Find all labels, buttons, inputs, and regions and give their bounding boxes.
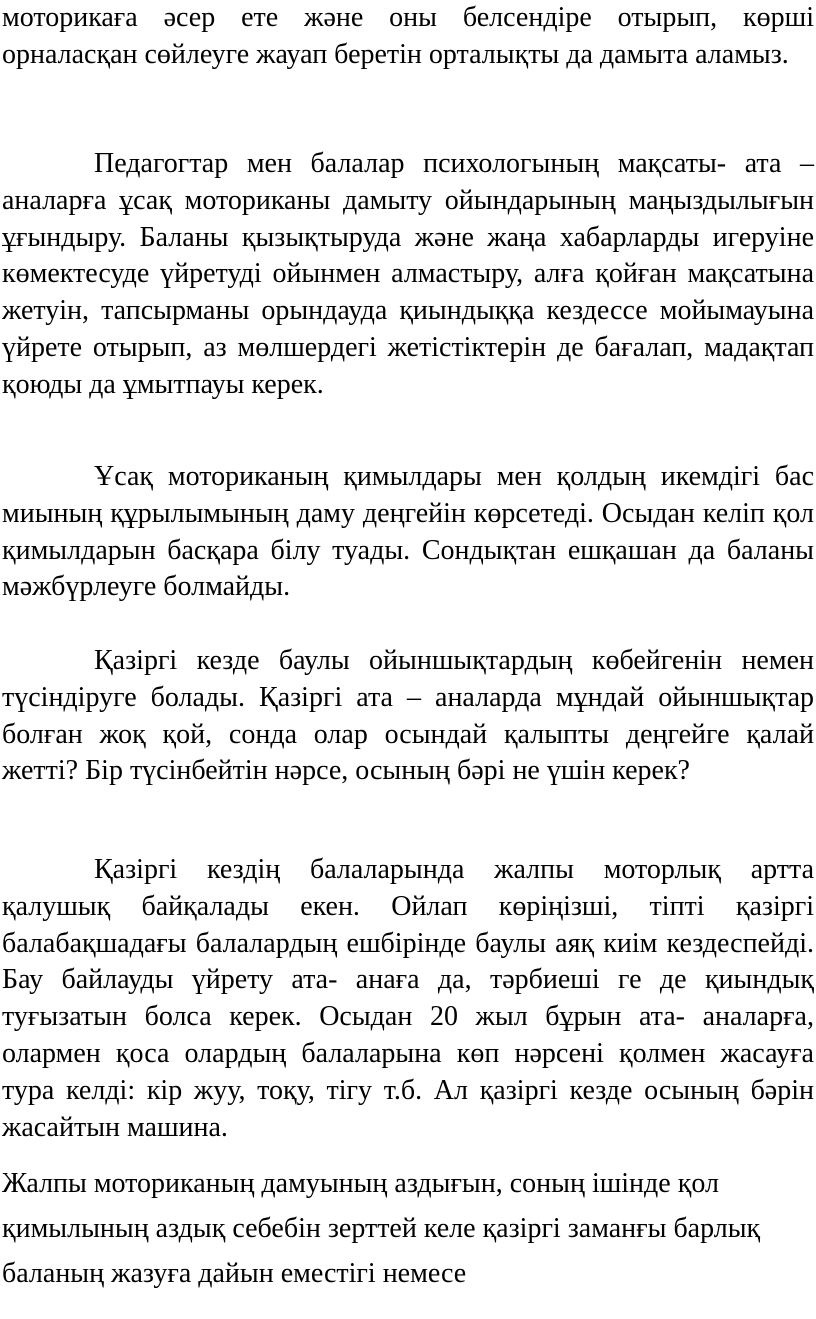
paragraph-4: Қазіргі кезде баулы ойыншықтардың көбейгенін немен түсіндіруге болады. Қазіргі ата – аналарда мұндай ойыншықтар болған жоқ қой, сонда олар осындай қалыпты деңгейге қалай жетті? Бір түсінбейтін нәрсе, осының бәрі не үшін керек?: [2, 645, 814, 787]
paragraph-5: Қазіргі кездің балаларында жалпы моторлық артта қалушық байқалады екен. Ойлап көріңізші, тіпті қазіргі балабақшадағы балалардың ешбірінде баулы аяқ киім кездеспейді. Бау байлауды үйрету ата- анаға да, тәрбиеші ге де қиындық туғызатын болса керек. Осыдан 20 жыл бұрын ата- аналарға, олармен қоса олардың балаларына көп нәрсені қолмен жасауға тура келді: кір жуу, тоқу, тігу т.б. Ал қазіргі кезде осының бәрін жасайтын машина.: [2, 854, 814, 1143]
paragraph-3: Ұсақ моториканың қимылдары мен қолдың икемдігі бас миының құрылымының даму деңгейін көрсетеді. Осыдан келіп қол қимылдарын басқара білу туады. Сондықтан ешқашан да баланы мәжбүрлеуге болмайды.: [2, 461, 814, 603]
paragraph-6: Жалпы моториканың дамуының аздығын, соның ішінде қол қимылының аздық себебін зерттей келе қазіргі заманғы барлық баланың жазуға дайын еместігі немесе: [2, 1168, 761, 1289]
paragraph-2: Педагогтар мен балалар психологының мақсаты- ата – аналарға ұсақ моториканы дамыту ойындарының маңыздылығын ұғындыру. Баланы қызықтыруда және жаңа хабарларды игеруіне көмектесуде үйретуді ойынмен алмастыру, алға қойған мақсатына жетуін, тапсырманы орындауда қиындыққа кездессе мойымауына үйрете отырып, аз мөлшердегі жетістіктерін де бағалап, мадақтап қоюды да ұмытпауы керек.: [2, 148, 814, 400]
paragraph-1: моторикаға әсер ете және оны белсендіре отырып, көрші орналасқан сөйлеуге жауап беретін орталықты да дамыта аламыз.: [2, 2, 814, 70]
